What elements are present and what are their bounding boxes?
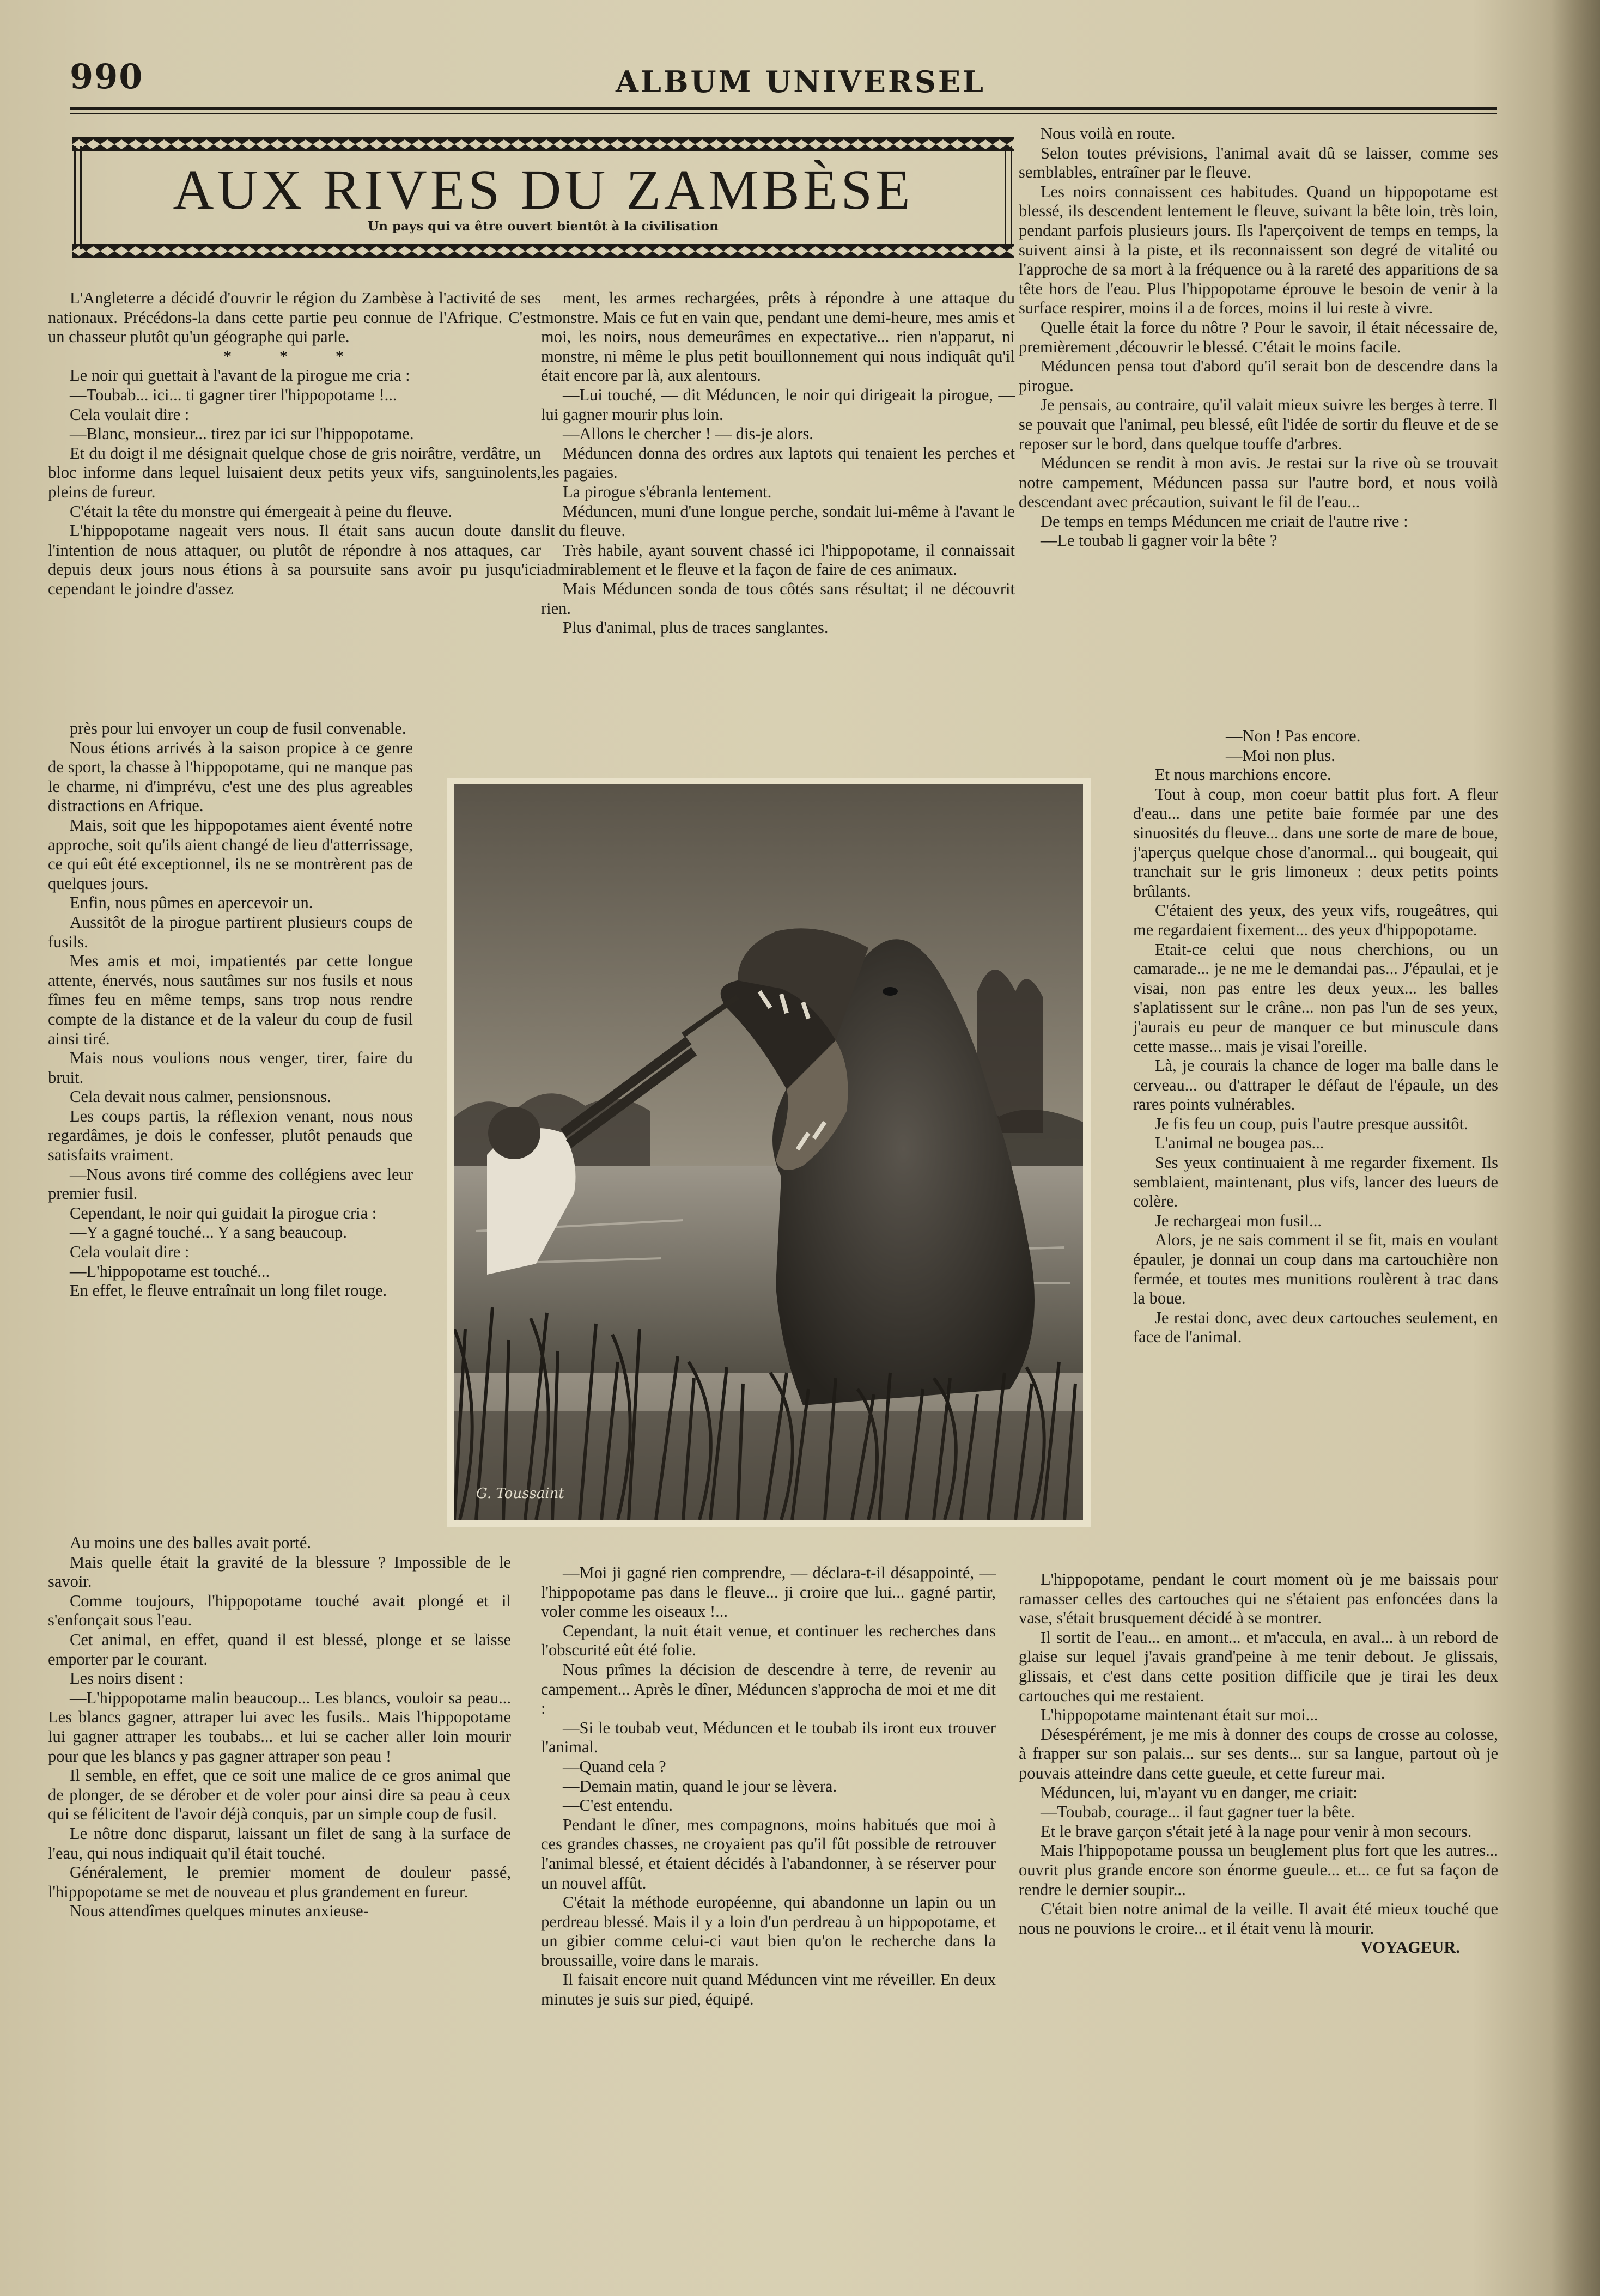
paragraph: Il faisait encore nuit quand Méduncen vint me réveiller. En deux minutes je suis sur pied, équipé. bbox=[541, 1970, 996, 2009]
paragraph: près pour lui envoyer un coup de fusil convenable. bbox=[70, 719, 406, 738]
paragraph: Nous étions arrivés à la saison propice à ce genre de sport, la chasse à l'hippopotame, qui ne manque pas le charme, ni d'imprévu, c'est une des plus agreables distractions en Afrique. bbox=[48, 738, 413, 815]
paragraph: —Moi ji gagné rien comprendre, — déclara-t-il désappointé, — l'hippopotame pas dans le fleuve... ji croire que lui... gagné partir, voler comme les oiseaux !... bbox=[541, 1563, 996, 1621]
paragraph: —L'hippopotame est touché... bbox=[70, 1262, 270, 1281]
paragraph: Il sortit de l'eau... en amont... et m'accula, en aval... à un rebord de glaise sur lequel j'avais grand'peine à me tenir debout. Je glissais, glissais, et c'est dans cette position difficile que je tirai les deux cartouches qui me restaient. bbox=[1019, 1628, 1498, 1705]
paragraph: L'animal ne bougea pas... bbox=[1155, 1134, 1324, 1153]
paragraph: —Lui touché, — dit Méduncen, le noir qui dirigeait la pirogue, — lui gagner mourir plus loin. bbox=[541, 385, 1015, 424]
paragraph: En effet, le fleuve entraînait un long filet rouge. bbox=[70, 1281, 387, 1300]
page-number: 990 bbox=[70, 57, 144, 96]
paragraph: Mais nous voulions nous venger, tirer, faire du bruit. bbox=[48, 1049, 413, 1087]
paragraph: Nous attendîmes quelques minutes anxieuse- bbox=[70, 1902, 369, 1921]
paragraph: Quelle était la force du nôtre ? Pour le savoir, il était nécessaire de, premièrement ,découvrir le blessé. C'était le moins facile. bbox=[1019, 318, 1498, 356]
paragraph: Nous voilà en route. bbox=[1041, 124, 1176, 143]
article-subtitle: Un pays qui va être ouvert bientôt à la civilisation bbox=[368, 219, 719, 234]
artist-signature: G. Toussaint bbox=[476, 1485, 564, 1502]
paragraph: —Allons le chercher ! — dis-je alors. bbox=[563, 424, 813, 443]
paragraph: Généralement, le premier moment de douleur passé, l'hippopotame se met de nouveau et plus grandement en fureur. bbox=[48, 1863, 511, 1901]
paragraph: Et le brave garçon s'était jeté à la nage pour venir à mon secours. bbox=[1041, 1822, 1472, 1841]
paragraph: Méduncen, lui, m'ayant vu en danger, me criait: bbox=[1041, 1783, 1358, 1802]
col3-top-paragraphs bbox=[1019, 124, 1498, 551]
paragraph: —Toubab, courage... il faut gagner tuer la bête. bbox=[1041, 1802, 1355, 1822]
paragraph: Là, je courais la chance de loger ma balle dans le cerveau... ou d'attraper le défaut de l'épaule, un des rares points vulnérables. bbox=[1133, 1056, 1498, 1114]
col3-bottom-paragraphs bbox=[1019, 1570, 1498, 1938]
paragraph: Et nous marchions encore. bbox=[1155, 765, 1331, 784]
paragraph: —Y a gagné touché... Y a sang beaucoup. bbox=[70, 1223, 347, 1242]
paragraph: L'hippopotame nageait vers nous. Il était sans aucun doute dans l'intention de nous attaquer, ou plutôt de répondre à nos attaques, car depuis deux jours nous étions à sa poursuite sans avoir pu jusqu'ici cependant le joindre d'assez bbox=[48, 521, 541, 598]
paragraph: L'hippopotame, pendant le court moment où je me baissais pour ramasser celles des cartouches qui ne s'étaient pas enfoncées dans la vase, s'était brusquement décidé à se montrer. bbox=[1019, 1570, 1498, 1628]
paragraph: Je rechargeai mon fusil... bbox=[1155, 1211, 1322, 1230]
column-3-bottom bbox=[1019, 1570, 1498, 1958]
paragraph: Les noirs connaissent ces habitudes. Quand un hippopotame est blessé, ils descendent lentement le fleuve, suivant la bête loin, très loin, pendant parfois plusieurs jours. Ils l'aperçoivent de temps en temps, la suivent ainsi à la piste, et ils reconnaissent son degré de vitalité ou l'approche de sa mort à la fréquence ou à la rareté des apparitions de sa tête hors de l'eau. Plus l'hippopotame éprouve le besoin de venir à la surface respirer, moins il a de forces, moins il lui reste à vivre. bbox=[1019, 182, 1498, 318]
paragraph: —C'est entendu. bbox=[563, 1796, 673, 1815]
paragraph: Nous prîmes la décision de descendre à terre, de revenir au campement... Après le dîner, Méduncen s'approcha de moi et me dit : bbox=[541, 1660, 996, 1718]
page-binding-shadow bbox=[1551, 0, 1600, 2296]
title-border-bottom bbox=[72, 244, 1014, 258]
col1-bottom-paragraphs bbox=[48, 1533, 511, 1921]
paragraph: La pirogue s'ébranla lentement. bbox=[563, 482, 772, 501]
article-title: AUX RIVES DU ZAMBÈSE bbox=[173, 159, 914, 221]
paragraph: Au moins une des balles avait porté. bbox=[70, 1533, 311, 1552]
paragraph: Plus d'animal, plus de traces sanglantes. bbox=[563, 618, 829, 637]
paragraph: Cela voulait dire : bbox=[70, 1243, 190, 1262]
paragraph: Méduncen pensa tout d'abord qu'il serait bon de descendre dans la pirogue. bbox=[1019, 357, 1498, 395]
header-rule-thin bbox=[70, 113, 1497, 114]
title-box bbox=[72, 137, 1014, 258]
paragraph: L'hippopotame maintenant était sur moi... bbox=[1041, 1706, 1318, 1725]
paragraph: Désespérément, je me mis à donner des coups de crosse au colosse, à frapper sur son palais... sur ses dents... sur sa langue, partout où je pouvais atteindre dans cette gueule, et cette fureur mai. bbox=[1019, 1725, 1498, 1782]
paragraph: Le noir qui guettait à l'avant de la pirogue me cria : bbox=[70, 366, 410, 385]
paragraph: Mes amis et moi, impatientés par cette longue attente, énervés, nous sautâmes sur nos fusils et nous fîmes feu en même temps, sans trop nous rendre compte de la distance et de la valeur du coup de fusil ainsi tiré. bbox=[48, 952, 413, 1048]
paragraph: Les coups partis, la réflexion venant, nous nous regardâmes, je dois le confesser, plutôt penauds que satisfaits vraiment. bbox=[48, 1106, 413, 1165]
paragraph: Cela devait nous calmer, pensionsnous. bbox=[70, 1087, 331, 1106]
paragraph: Et du doigt il me désignait quelque chose de gris noirâtre, verdâtre, un bloc informe dans lequel luisaient deux petits yeux vifs, sanguinolents, pleins de fureur. bbox=[48, 443, 541, 501]
paragraph: —Nous avons tiré comme des collégiens avec leur premier fusil. bbox=[48, 1165, 413, 1203]
paragraph: Selon toutes prévisions, l'animal avait dû se laisser, comme ses semblables, entraîner par le fleuve. bbox=[1019, 143, 1498, 182]
author-signature: VOYAGEUR. bbox=[1360, 1938, 1460, 1957]
col1-narrow-paragraphs bbox=[48, 719, 413, 1301]
paragraph: Mais, soit que les hippopotames aient éventé notre approche, soit qu'ils aient changé de lieu d'atterrissage, ce qui eût été exceptionnel, ils ne se montrèrent pas de quelques jours. bbox=[48, 815, 413, 893]
paragraph: C'était la méthode européenne, qui abandonne un lapin ou un perdreau blessé. Mais il y a loin d'un perdreau à un hippopotame, et un gibier comme celui-ci vaut bien qu'on le recherche dans la broussaille, voire dans le marais. bbox=[541, 1893, 996, 1970]
paragraph: Il semble, en effet, que ce soit une malice de ce gros animal que de plonger, de se dérober et de voler pour ainsi dire sa peau à ceux qui se félicitent de l'avoir déjà conquis, par un simple coup de fusil. bbox=[48, 1766, 511, 1824]
paragraph: Cela voulait dire : bbox=[70, 405, 190, 424]
col2-bottom-paragraphs bbox=[541, 1563, 996, 2009]
paragraph: Méduncen donna des ordres aux laptots qui tenaient les perches et les pagaies. bbox=[541, 443, 1015, 482]
paragraph: Le nôtre donc disparut, laissant un filet de sang à la surface de l'eau, qui nous indiquait qu'il était touché. bbox=[48, 1824, 511, 1862]
paragraph: —Non ! Pas encore. bbox=[1226, 727, 1361, 745]
publication-masthead: ALBUM UNIVERSEL bbox=[616, 64, 985, 99]
column-2-top bbox=[541, 289, 1015, 638]
paragraph: Méduncen se rendit à mon avis. Je restai sur la rive où se trouvait notre campement, Méduncen passa sur l'autre bord, et nous voilà descendant avec précaution, suivant le fil de l'eau... bbox=[1019, 454, 1498, 511]
header-rule-thick bbox=[70, 107, 1497, 110]
paragraph: —Toubab... ici... ti gagner tirer l'hippopotame !... bbox=[70, 385, 397, 404]
paragraph: Alors, je ne sais comment il se fit, mais en voulant épauler, je donnai un coup dans ma cartouchière non fermée, et toutes mes munitions roulèrent à trac dans la boue. bbox=[1133, 1231, 1498, 1308]
paragraph: C'était bien notre animal de la veille. Il avait été mieux touché que nous ne pouvions le croire... et il était venu là mourir. bbox=[1019, 1899, 1498, 1938]
col3-dialog-lines bbox=[1133, 727, 1498, 765]
paragraph: Mais l'hippopotame poussa un beuglement plus fort que les autres... ouvrit plus grande encore son énorme gueule... et... ce fut sa façon de rendre le dernier soupir... bbox=[1019, 1841, 1498, 1899]
paragraph: C'étaient des yeux, des yeux vifs, rougeâtres, qui me regardaient fixement... des yeux d'hippopotame. bbox=[1133, 901, 1498, 939]
paragraph: C'était la tête du monstre qui émergeait à peine du fleuve. bbox=[70, 502, 452, 521]
paragraph: —Moi non plus. bbox=[1226, 746, 1335, 765]
paragraph: —Si le toubab veut, Méduncen et le toubab ils iront eux trouver l'animal. bbox=[541, 1718, 996, 1757]
paragraph: ment, les armes rechargées, prêts à répondre à une attaque du monstre. Mais ce fut en vain que, pendant une demi-heure, mes amis et moi, les noirs, nous demeurâmes en expectative... rien n'apparut, ni monstre, ni même le plus petit bouillonnement qui nous indiquât qu'il était encore par là, aux alentours. bbox=[541, 289, 1015, 385]
paragraph: Comme toujours, l'hippopotame touché avait plongé et il s'enfonçait sous l'eau. bbox=[48, 1591, 511, 1630]
title-border-top bbox=[72, 137, 1014, 151]
column-3-narrow bbox=[1133, 727, 1498, 1347]
hippopotamus-illustration bbox=[447, 778, 1091, 1527]
column-1-bottom bbox=[48, 1533, 511, 1921]
paragraph: —Demain matin, quand le jour se lèvera. bbox=[563, 1776, 837, 1795]
paragraph: Je pensais, au contraire, qu'il valait mieux suivre les berges à terre. Il se pouvait que l'animal, peu blessé, eût l'idée de sortir du fleuve et de se reposer sur le bord, dans quelque touffe d'arbres. bbox=[1019, 395, 1498, 453]
engraving-image bbox=[454, 784, 1083, 1520]
paragraph: Etait-ce celui que nous cherchions, ou un camarade... je ne me le demandai pas... J'épaulai, et je visai, non pas entre les deux yeux... les balles s'aplatissent sur le crâne... non pas l'un de ses yeux, j'aurais eu peur de manquer ce but minuscule dans cette masse... mais je visai l'oreille. bbox=[1133, 940, 1498, 1056]
col3-narrow-paragraphs bbox=[1133, 765, 1498, 1347]
paragraph: Tout à coup, mon coeur battit plus fort. A fleur d'eau... dans une petite baie formée par une des sinuosités du fleuve... dans une sorte de mare de boue, j'aperçus quelque chose d'anormal... qui bougeait, qui tranchait sur le gris limoneux : deux petits points brûlants. bbox=[1133, 784, 1498, 900]
paragraph: Cependant, la nuit était venue, et continuer les recherches dans l'obscurité eût été folie. bbox=[541, 1621, 996, 1660]
paragraph: —L'hippopotame malin beaucoup... Les blancs, vouloir sa peau... Les blancs gagner, attraper lui avec les fusils.. Mais l'hippopotame lui gagner attraper les toubabs... et lui se cacher aller loin mourir pour que les blancs y pas gagner attraper son peau ! bbox=[48, 1688, 511, 1765]
column-1-narrow bbox=[48, 719, 413, 1301]
paragraph: Cependant, le noir qui guidait la pirogue cria : bbox=[70, 1203, 377, 1222]
column-1-top bbox=[48, 289, 541, 599]
paragraph: Méduncen, muni d'une longue perche, sondait lui-même à l'avant le lit du fleuve. bbox=[541, 502, 1015, 540]
paragraph: Cet animal, en effet, quand il est blessé, plonge et se laisse emporter par le courant. bbox=[48, 1630, 511, 1668]
paragraph: Mais quelle était la gravité de la blessure ? Impossible de le savoir. bbox=[48, 1552, 511, 1591]
paragraph: Très habile, ayant souvent chassé ici l'hippopotame, il connaissait admirablement et le fleuve et la façon de faire de ces animaux. bbox=[541, 540, 1015, 579]
paragraph: De temps en temps Méduncen me criait de l'autre rive : bbox=[1041, 511, 1408, 531]
paragraph: —Le toubab li gagner voir la bête ? bbox=[1041, 531, 1277, 550]
article-intro: L'Angleterre a décidé d'ouvrir le région du Zambèse à l'activité de ses nationaux. Précédons-la dans cette partie peu connue de l'Afrique. C'est un chasseur plutôt qu'un géographe qui parle. bbox=[48, 289, 541, 346]
paragraph: —Blanc, monsieur... tirez par ici sur l'hippopotame. bbox=[70, 424, 414, 443]
paragraph: Enfin, nous pûmes en apercevoir un. bbox=[70, 893, 313, 912]
column-3-top bbox=[1019, 124, 1498, 551]
paragraph: —Quand cela ? bbox=[563, 1757, 666, 1776]
column-2-bottom bbox=[541, 1563, 996, 2009]
paragraph: Les noirs disent : bbox=[70, 1669, 184, 1688]
section-separator: * * * bbox=[223, 346, 366, 366]
col2-top-paragraphs bbox=[541, 289, 1015, 638]
paragraph: Pendant le dîner, mes compagnons, moins habitués que moi à ces grandes chasses, ne croyaient pas qu'il fût possible de retrouver l'animal blessé, et étaient décidés à l'abandonner, à se réserver pour un nouvel affût. bbox=[541, 1815, 996, 1892]
paragraph: Je restai donc, avec deux cartouches seulement, en face de l'animal. bbox=[1133, 1308, 1498, 1347]
paragraph: Ses yeux continuaient à me regarder fixement. Ils semblaient, maintenant, plus vifs, lancer des lueurs de colère. bbox=[1133, 1153, 1498, 1211]
paragraph: Mais Méduncen sonda de tous côtés sans résultat; il ne découvrit rien. bbox=[541, 579, 1015, 618]
col1-top-paragraphs bbox=[48, 366, 541, 599]
paragraph: Aussitôt de la pirogue partirent plusieurs coups de fusils. bbox=[48, 912, 413, 951]
paragraph: Je fis feu un coup, puis l'autre presque aussitôt. bbox=[1155, 1114, 1468, 1133]
